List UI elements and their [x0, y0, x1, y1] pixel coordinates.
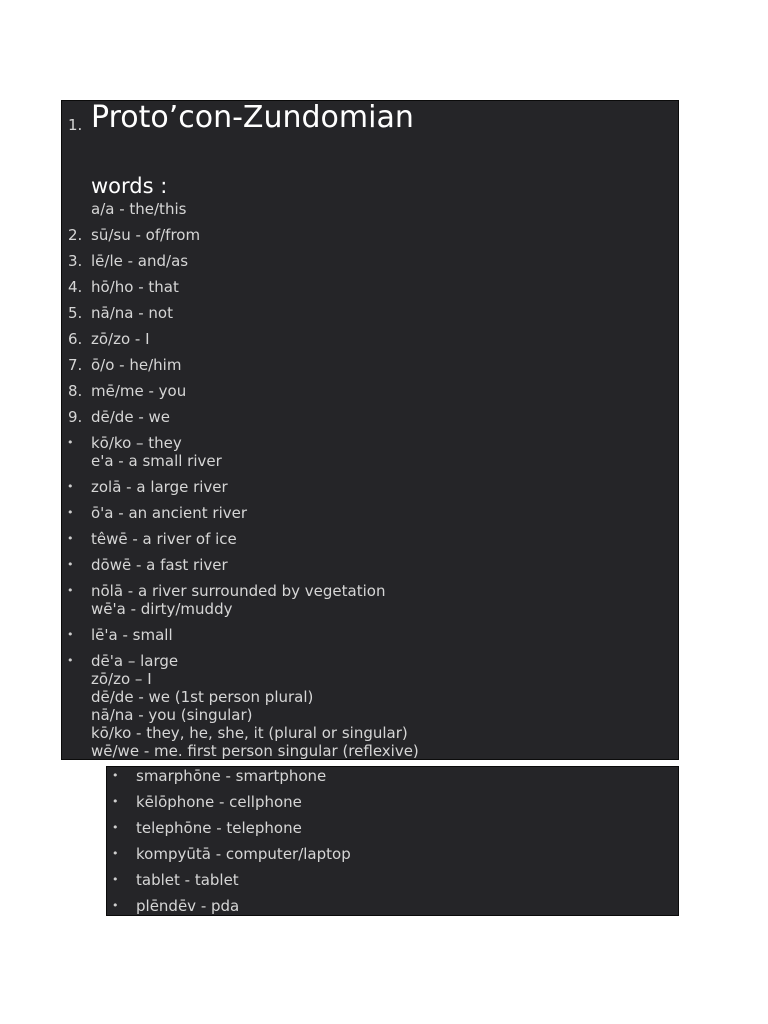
bullet-marker: • — [67, 436, 74, 449]
main-word-list — [61, 100, 679, 760]
list-marker: 6. — [68, 330, 83, 348]
list-item: kō/ko – they — [91, 434, 182, 452]
list-marker: 7. — [68, 356, 83, 374]
list-item: kompyūtā - computer/laptop — [136, 845, 351, 863]
list-item: ō/o - he/him — [91, 356, 182, 374]
bullet-marker: • — [67, 532, 74, 545]
list-marker: 5. — [68, 304, 83, 322]
list-item: sū/su - of/from — [91, 226, 201, 244]
list-item: kēlōphone - cellphone — [136, 793, 302, 811]
list-item: tablet - tablet — [136, 871, 239, 889]
list-item: telephōne - telephone — [136, 819, 302, 837]
list-item: lē/le - and/as — [91, 252, 189, 270]
list-item: mē/me - you — [91, 382, 187, 400]
pronoun-line: nā/na - you (singular) — [91, 706, 253, 724]
bullet-marker: • — [67, 480, 74, 493]
bullet-marker: • — [67, 558, 74, 571]
bullet-marker: • — [112, 821, 119, 834]
pronoun-line: wē/we - me. first person singular (reflexive) — [91, 742, 419, 760]
list-item: plēndēv - pda — [136, 897, 240, 915]
list-marker: 3. — [68, 252, 83, 270]
list-marker: 2. — [68, 226, 83, 244]
list-marker: 8. — [68, 382, 83, 400]
bullet-marker: • — [67, 506, 74, 519]
list-item-continuation: wē'a - dirty/muddy — [91, 600, 233, 618]
list-item: smarphōne - smartphone — [136, 767, 327, 785]
list-item: nā/na - not — [91, 304, 173, 322]
list-marker: 4. — [68, 278, 83, 296]
bullet-marker: • — [112, 873, 119, 886]
list-marker: 1. — [68, 116, 83, 134]
bullet-marker: • — [67, 628, 74, 641]
pronoun-line: zō/zo – I — [91, 670, 152, 688]
list-item: dē'a – large — [91, 652, 179, 670]
list-item: têwē - a river of ice — [91, 530, 237, 548]
bullet-marker: • — [112, 847, 119, 860]
list-item: dōwē - a fast river — [91, 556, 228, 574]
list-item: lē'a - small — [91, 626, 173, 644]
technology-word-list — [106, 766, 679, 916]
pronoun-line: kō/ko - they, he, she, it (plural or singular) — [91, 724, 408, 742]
bullet-marker: • — [112, 899, 119, 912]
bullet-marker: • — [112, 769, 119, 782]
list-item-continuation: e'a - a small river — [91, 452, 222, 470]
document-title: Proto’con-Zundomian — [91, 100, 414, 135]
pronoun-line: dē/de - we (1st person plural) — [91, 688, 314, 706]
bullet-marker: • — [67, 584, 74, 597]
list-item: a/a - the/this — [91, 200, 187, 218]
list-marker: 9. — [68, 408, 83, 426]
list-item: zolā - a large river — [91, 478, 228, 496]
list-item: zō/zo - I — [91, 330, 150, 348]
list-item: hō/ho - that — [91, 278, 179, 296]
words-heading: words : — [91, 174, 168, 198]
list-item: dē/de - we — [91, 408, 170, 426]
bullet-marker: • — [67, 654, 74, 667]
list-item: nōlā - a river surrounded by vegetation — [91, 582, 386, 600]
list-item: ō'a - an ancient river — [91, 504, 248, 522]
bullet-marker: • — [112, 795, 119, 808]
